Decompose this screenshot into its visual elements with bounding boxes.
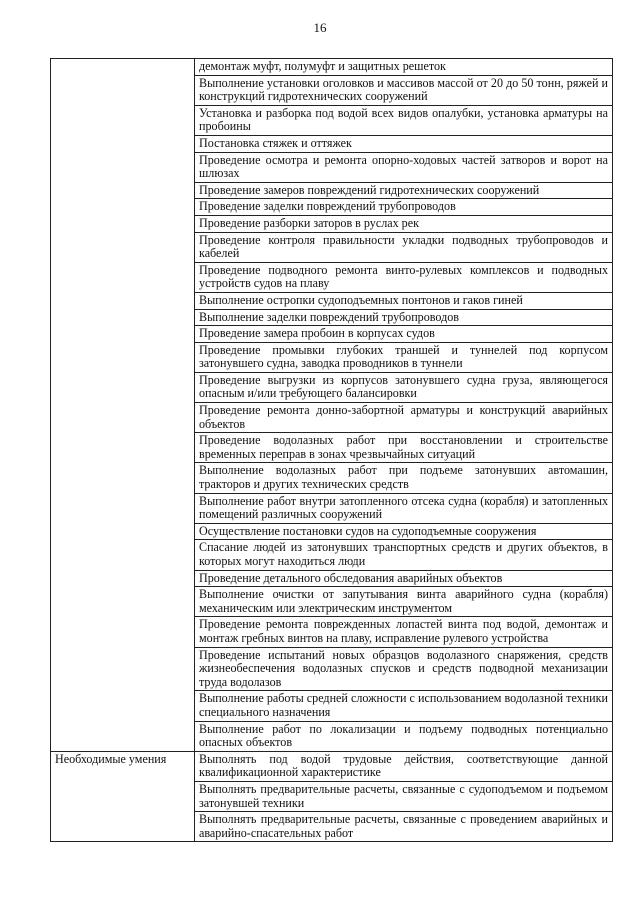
labor-action-cell: Проведение ремонта донно-забортной арматуры и конструкций аварийных объектов xyxy=(195,403,613,433)
required-skills-label: Необходимые умения xyxy=(51,751,195,842)
labor-action-cell: Проведение детального обследования аварийных объектов xyxy=(195,570,613,587)
table-row xyxy=(51,751,613,781)
skill-cell: Выполнять предварительные расчеты, связанные с судоподъемом и подъемом затонувшей техники xyxy=(195,781,613,811)
labor-actions-section xyxy=(51,59,613,752)
labor-action-cell: Проведение подводного ремонта винто-рулевых комплексов и подводных устройств судов на плаву xyxy=(195,262,613,292)
labor-action-cell: Проведение разборки заторов в руслах рек xyxy=(195,215,613,232)
skill-cell: Выполнять под водой трудовые действия, соответствующие данной квалификационной характеристике xyxy=(195,751,613,781)
labor-action-cell: Выполнение заделки повреждений трубопроводов xyxy=(195,309,613,326)
page-number: 16 xyxy=(313,20,327,35)
labor-action-cell: демонтаж муфт, полумуфт и защитных решеток xyxy=(195,59,613,76)
labor-action-cell: Постановка стяжек и оттяжек xyxy=(195,135,613,152)
labor-action-cell: Проведение промывки глубоких траншей и туннелей под корпусом затонувшего судна, заводка проводников в туннели xyxy=(195,342,613,372)
labor-action-cell: Выполнение очистки от запутывания винта аварийного судна (корабля) механическим или электрическим инструментом xyxy=(195,587,613,617)
labor-action-cell: Проведение заделки повреждений трубопроводов xyxy=(195,199,613,216)
labor-action-cell: Выполнение работ внутри затопленного отсека судна (корабля) и затопленных помещений различных сооружений xyxy=(195,493,613,523)
labor-action-cell: Проведение испытаний новых образцов водолазного снаряжения, средств жизнеобеспечения водолазных спусков и средств подводной механизации труда водолазов xyxy=(195,647,613,691)
required-skills-section xyxy=(51,751,613,842)
labor-action-cell: Выполнение работы средней сложности с использованием водолазной техники специального назначения xyxy=(195,691,613,721)
labor-action-cell: Проведение замера пробоин в корпусах судов xyxy=(195,326,613,343)
labor-action-cell: Проведение ремонта поврежденных лопастей винта под водой, демонтаж и монтаж гребных винтов на плаву, исправление рулевого устройства xyxy=(195,617,613,647)
labor-action-cell: Осуществление постановки судов на судоподъемные сооружения xyxy=(195,523,613,540)
labor-action-cell: Спасание людей из затонувших транспортных средств и других объектов, в которых могут находиться люди xyxy=(195,540,613,570)
labor-action-cell: Проведение выгрузки из корпусов затонувшего судна груза, являющегося опасным и/или требующего балансировки xyxy=(195,372,613,402)
labor-action-cell: Проведение осмотра и ремонта опорно-ходовых частей затворов и ворот на шлюзах xyxy=(195,152,613,182)
labor-action-cell: Проведение водолазных работ при восстановлении и строительстве временных переправ в зонах чрезвычайных ситуаций xyxy=(195,433,613,463)
labor-action-cell: Установка и разборка под водой всех видов опалубки, установка арматуры на пробоины xyxy=(195,105,613,135)
qualification-table xyxy=(50,58,613,842)
labor-action-cell: Выполнение установки оголовков и массивов массой от 20 до 50 тонн, ряжей и конструкций гидротехнических сооружений xyxy=(195,75,613,105)
labor-action-cell: Проведение замеров повреждений гидротехнических сооружений xyxy=(195,182,613,199)
section-label-cell xyxy=(51,59,195,752)
skill-cell: Выполнять предварительные расчеты, связанные с проведением аварийных и аварийно-спасательных работ xyxy=(195,812,613,842)
labor-action-cell: Выполнение остропки судоподъемных понтонов и гаков гиней xyxy=(195,292,613,309)
table-row xyxy=(51,59,613,76)
labor-action-cell: Выполнение водолазных работ при подъеме затонувших автомашин, тракторов и других технических средств xyxy=(195,463,613,493)
labor-action-cell: Проведение контроля правильности укладки подводных трубопроводов и кабелей xyxy=(195,232,613,262)
labor-action-cell: Выполнение работ по локализации и подъему подводных потенциально опасных объектов xyxy=(195,721,613,751)
